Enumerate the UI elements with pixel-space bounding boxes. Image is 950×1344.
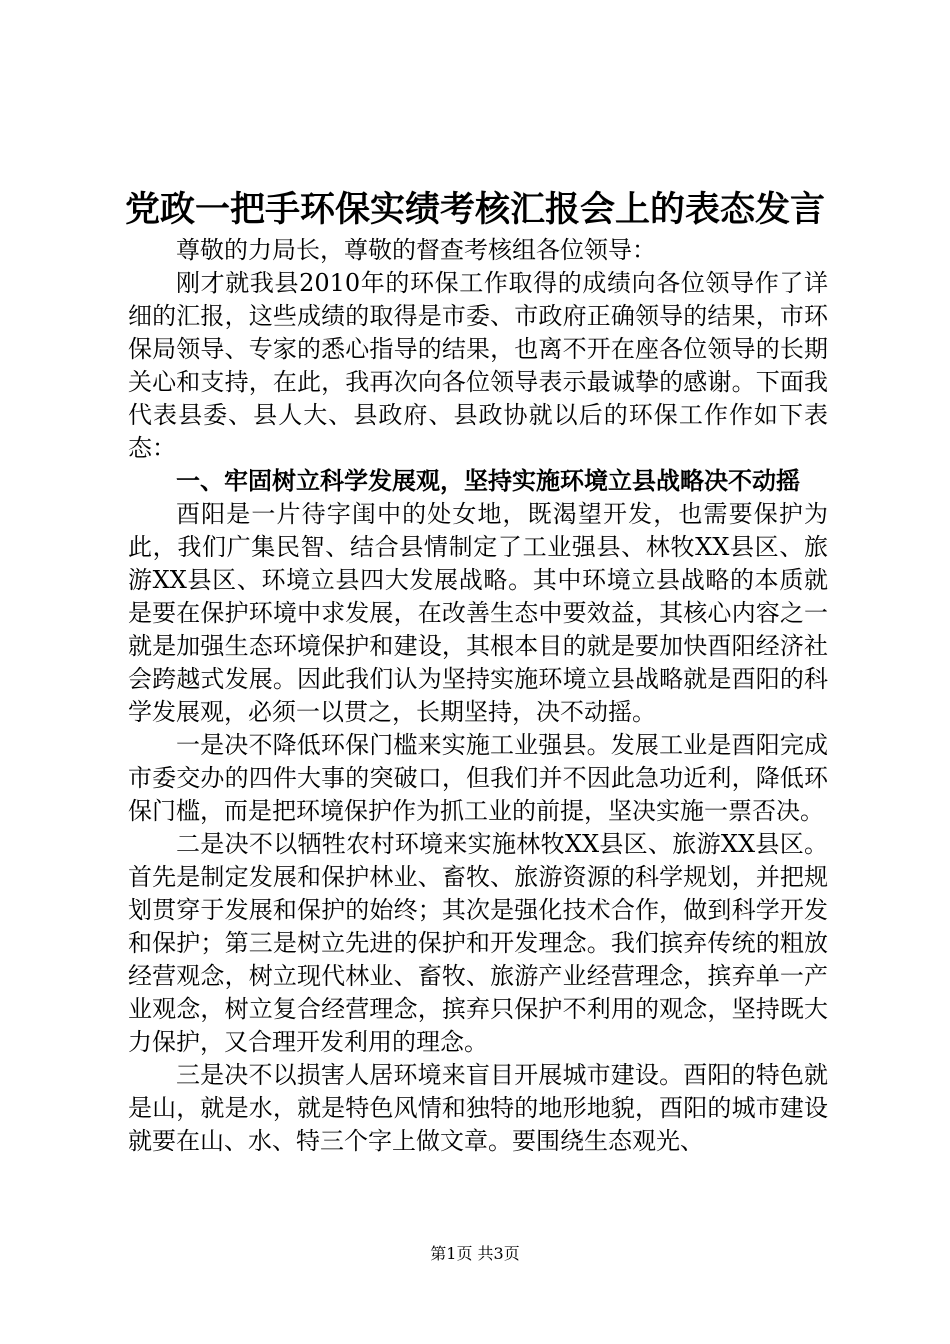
body-paragraph: 一是决不降低环保门槛来实施工业强县。发展工业是酉阳完成市委交办的四件大事的突破口，但我们并不因此急功近利，降低环保门槛，而是把环境保护作为抓工业的前提，坚决实施一票否决。 [128,731,828,825]
body-paragraph: 三是决不以损害人居环境来盲目开展城市建设。酉阳的特色就是山，就是水，就是特色风情和独特的地形地貌，酉阳的城市建设就要在山、水、特三个字上做文章。要围绕生态观光、 [128,1061,828,1155]
body-paragraph: 酉阳是一片待字闺中的处女地，既渴望开发，也需要保护为此，我们广集民智、结合县情制定了工业强县、林牧XX县区、旅游XX县区、环境立县四大发展战略。其中环境立县战略的本质就是要在保护环境中求发展，在改善生态中要效益，其核心内容之一就是加强生态环境保护和建设，其根本目的就是要加快酉阳经济社会跨越式发展。因此我们认为坚持实施环境立县战略就是酉阳的科学发展观，必须一以贯之，长期坚持，决不动摇。 [128,500,828,726]
document-title: 党政一把手环保实绩考核汇报会上的表态发言 [124,190,825,230]
salutation-paragraph: 尊敬的力局长，尊敬的督查考核组各位领导： [176,236,656,264]
section-heading: 一、牢固树立科学发展观，坚持实施环境立县战略决不动摇 [176,467,800,495]
intro-paragraph: 刚才就我县2010年的环保工作取得的成绩向各位领导作了详细的汇报，这些成绩的取得是市委、市政府正确领导的结果，市环保局领导、专家的悉心指导的结果，也离不开在座各位领导的长期关心和支持，在此，我再次向各位领导表示最诚挚的感谢。下面我代表县委、县人大、县政府、县政协就以后的环保工作作如下表态： [128,269,828,462]
body-paragraph: 二是决不以牺牲农村环境来实施林牧XX县区、旅游XX县区。首先是制定发展和保护林业、畜牧、旅游资源的科学规划，并把规划贯穿于发展和保护的始终；其次是强化技术合作，做到科学开发和保护；第三是树立先进的保护和开发理念。我们摈弃传统的粗放经营观念，树立现代林业、畜牧、旅游产业经营理念，摈弃单一产业观念，树立复合经营理念，摈弃只保护不利用的观念，坚持既大力保护，又合理开发利用的理念。 [128,830,828,1056]
document-body [128,234,828,1158]
page-number-footer: 第1页 共3页 [430,1244,520,1263]
